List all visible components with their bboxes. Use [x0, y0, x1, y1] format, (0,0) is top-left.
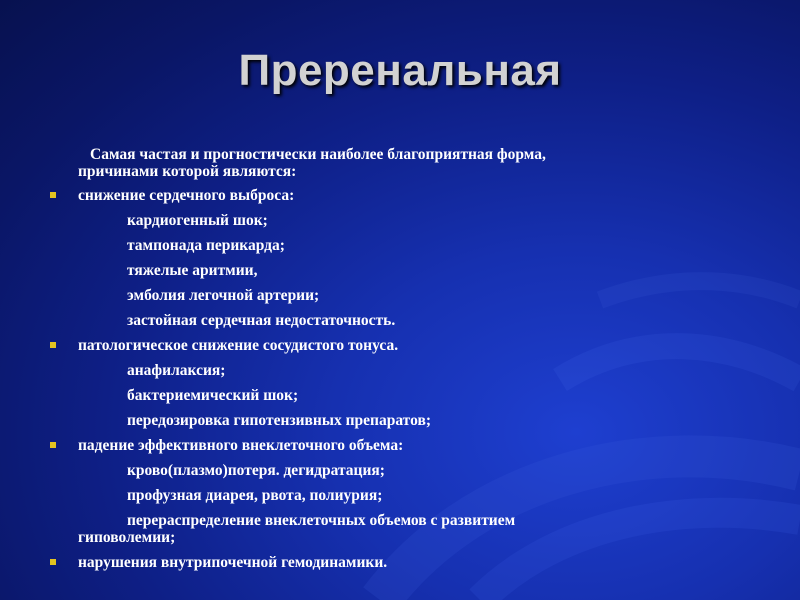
- intro-line: Самая частая и прогностически наиболее благоприятная форма,: [90, 146, 546, 163]
- list-item: передозировка гипотензивных препаратов;: [127, 412, 431, 429]
- list-item: бактериемический шок;: [127, 387, 299, 404]
- bullet-extracellular-volume: [0, 437, 800, 454]
- list-item: застойная сердечная недостаточность.: [127, 312, 396, 329]
- bullet-text: патологическое снижение сосудистого тонуса.: [78, 337, 399, 354]
- bullet-marker: [50, 192, 56, 198]
- list-item: анафилаксия;: [127, 362, 226, 379]
- bullet-marker: [50, 442, 56, 448]
- list-item: тампонада перикарда;: [127, 237, 285, 254]
- bullet-vascular-tone: [0, 337, 800, 354]
- list-item: профузная диарея, рвота, полиурия;: [127, 487, 383, 504]
- list-item: эмболия легочной артерии;: [127, 287, 320, 304]
- list-item: крово(плазмо)потеря. дегидратация;: [127, 462, 385, 479]
- bullet-marker: [50, 559, 56, 565]
- slide-title: Преренальная: [238, 46, 562, 95]
- list-item: тяжелые аритмии,: [127, 262, 258, 279]
- intro-line-continued: причинами которой являются:: [78, 163, 297, 180]
- list-item: перераспределение внеклеточных объемов с развитием: [127, 512, 516, 529]
- bullet-text: снижение сердечного выброса:: [78, 187, 295, 204]
- list-item: кардиогенный шок;: [127, 212, 268, 229]
- list-item-continued: гиповолемии;: [78, 529, 176, 546]
- bullet-cardiac-output: [0, 187, 800, 204]
- bullet-intrarenal-hemodynamics: [0, 554, 800, 571]
- bullet-text: падение эффективного внеклеточного объема:: [78, 437, 404, 454]
- slide-body: [0, 146, 800, 579]
- bullet-text: нарушения внутрипочечной гемодинамики.: [78, 554, 388, 571]
- bullet-marker: [50, 342, 56, 348]
